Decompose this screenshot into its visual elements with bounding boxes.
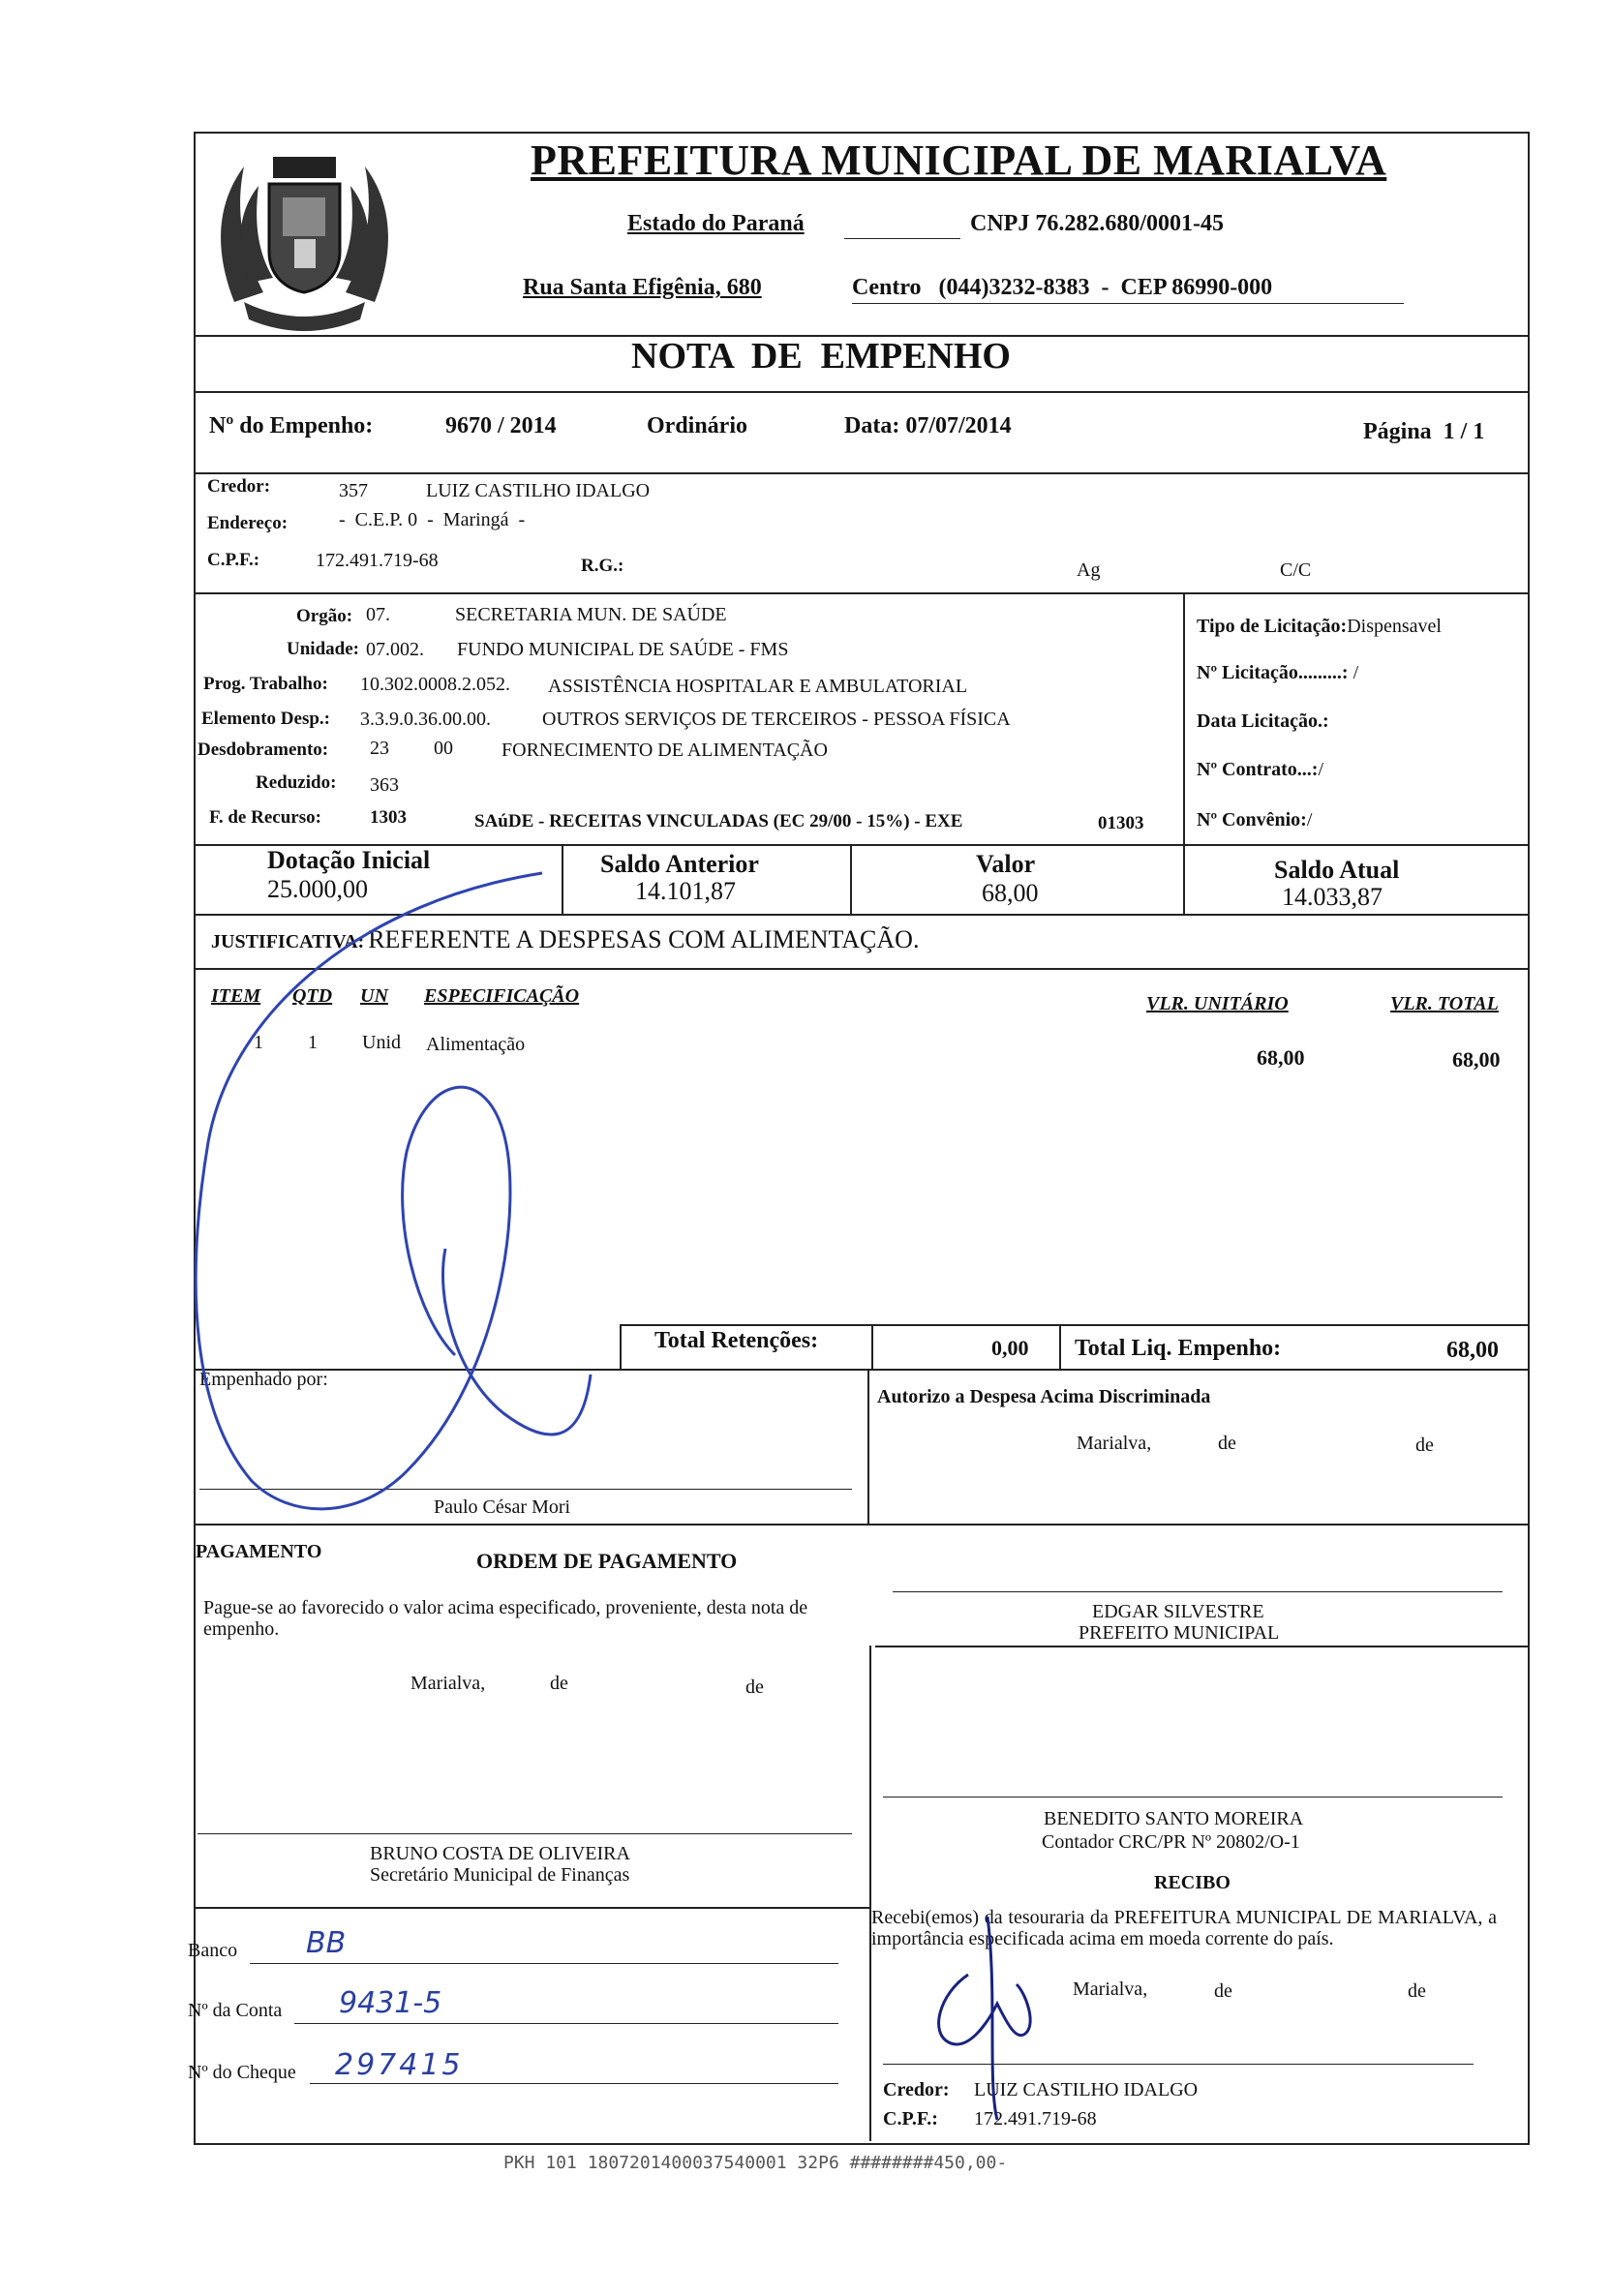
recibo-place: Marialva, xyxy=(1073,1979,1148,2000)
machine-code: PKH 101 1807201400037540001 32P6 ########450,00- xyxy=(503,2153,1008,2173)
autorizo-de2: de xyxy=(1415,1435,1434,1456)
tipo-licitacao-value: Dispensavel xyxy=(1347,616,1442,637)
rg-label: R.G.: xyxy=(581,556,624,576)
banco-label: Banco xyxy=(188,1940,238,1961)
unidade-label: Unidade: xyxy=(287,639,359,659)
total-liquido-value: 68,00 xyxy=(1446,1338,1499,1363)
page-title: PREFEITURA MUNICIPAL DE MARIALVA xyxy=(531,136,1387,184)
item-unit-price: 68,00 xyxy=(1257,1045,1305,1070)
cc-label: C/C xyxy=(1280,559,1312,581)
col-unit-header: VLR. UNITÁRIO xyxy=(1146,993,1289,1014)
pagamento-de1: de xyxy=(550,1673,568,1694)
ag-label: Ag xyxy=(1077,559,1101,581)
reduzido-label: Reduzido: xyxy=(256,772,337,793)
secretario-role: Secretário Municipal de Finanças xyxy=(370,1864,630,1886)
autorizo-de1: de xyxy=(1218,1433,1236,1454)
page-number: Página 1 / 1 xyxy=(1363,419,1485,444)
total-retencoes-value: 0,00 xyxy=(991,1336,1029,1360)
cheque-label: Nº do Cheque xyxy=(188,2062,296,2083)
address-street: Rua Santa Efigênia, 680 xyxy=(523,275,762,300)
fonte-desc: SAúDE - RECEITAS VINCULADAS (EC 29/00 - 15%) - EXE xyxy=(474,811,963,831)
empenhado-signature-icon xyxy=(196,873,542,1509)
conta-value: 9431-5 xyxy=(339,1986,442,2020)
prog-label: Prog. Trabalho: xyxy=(203,674,328,694)
empenho-number: 9670 / 2014 xyxy=(445,413,557,438)
justificativa-label: JUSTIFICATIVA: xyxy=(211,931,365,952)
item-total-price: 68,00 xyxy=(1452,1047,1501,1072)
fonte-code: 1303 xyxy=(370,807,407,828)
orgao-label: Orgão: xyxy=(296,606,353,626)
dotacao-value: 25.000,00 xyxy=(267,875,368,903)
unidade-desc: FUNDO MUNICIPAL DE SAÚDE - FMS xyxy=(457,639,789,660)
empenho-number-label: Nº do Empenho: xyxy=(209,413,374,438)
reduzido-code: 363 xyxy=(370,774,399,796)
pagamento-title: PAGAMENTO xyxy=(196,1541,322,1562)
tipo-licitacao-label: Tipo de Licitação: xyxy=(1197,616,1348,637)
credor-code: 357 xyxy=(339,480,368,501)
item-unit: Unid xyxy=(362,1032,401,1053)
valor-value: 68,00 xyxy=(982,879,1039,907)
document-title: NOTA DE EMPENHO xyxy=(631,336,1011,377)
orgao-code: 07. xyxy=(366,604,390,625)
autorizo-place: Marialva, xyxy=(1077,1433,1152,1454)
credor-label: Credor: xyxy=(207,476,271,497)
saldo-atual-value: 14.033,87 xyxy=(1282,883,1383,911)
elemento-label: Elemento Desp.: xyxy=(201,709,330,729)
item-description: Alimentação xyxy=(426,1034,526,1055)
conta-label: Nº da Conta xyxy=(188,2000,283,2021)
recibo-title: RECIBO xyxy=(1154,1872,1231,1893)
pagamento-place: Marialva, xyxy=(410,1673,486,1694)
address-rest: Centro (044)3232-8383 - CEP 86990-000 xyxy=(852,275,1273,300)
ordem-pagamento-title: ORDEM DE PAGAMENTO xyxy=(476,1549,738,1573)
convenio-label: Nº Convênio: xyxy=(1197,809,1307,831)
saldo-anterior-value: 14.101,87 xyxy=(635,877,736,905)
recibo-text: Recebi(emos) da tesouraria da PREFEITURA MUNICIPAL DE MARIALVA, a importância especificada acima em moeda corrente do país. xyxy=(871,1907,1497,1949)
col-qtd-header: QTD xyxy=(292,985,333,1007)
prog-desc: ASSISTÊNCIA HOSPITALAR E AMBULATORIAL xyxy=(548,676,968,697)
saldo-anterior-label: Saldo Anterior xyxy=(600,850,759,878)
autorizo-title: Autorizo a Despesa Acima Discriminada xyxy=(877,1386,1211,1407)
recibo-credor-label: Credor: xyxy=(883,2079,950,2100)
col-total-header: VLR. TOTAL xyxy=(1390,993,1499,1014)
empenhado-signature-stroke-icon xyxy=(443,1249,592,1435)
desdobramento-label: Desdobramento: xyxy=(198,740,329,760)
contador-name: BENEDITO SANTO MOREIRA xyxy=(1044,1808,1304,1829)
credor-address: - C.E.P. 0 - Maringá - xyxy=(339,509,526,530)
empenhado-signer: Paulo César Mori xyxy=(434,1496,571,1518)
desdobramento-desc: FORNECIMENTO DE ALIMENTAÇÃO xyxy=(502,740,828,761)
convenio-value: / xyxy=(1306,809,1313,831)
cpf-label: C.P.F.: xyxy=(207,550,260,570)
licitacao-number-value: / xyxy=(1353,662,1359,683)
secretario-name: BRUNO COSTA DE OLIVEIRA xyxy=(370,1843,630,1864)
prog-code: 10.302.0008.2.052. xyxy=(360,674,510,695)
prefeito-name: EDGAR SILVESTRE xyxy=(1092,1601,1264,1622)
dotacao-label: Dotação Inicial xyxy=(267,846,431,874)
recibo-signature-icon xyxy=(939,1917,1031,2120)
contador-role: Contador CRC/PR Nº 20802/O-1 xyxy=(1042,1831,1300,1853)
desdobramento-a: 23 xyxy=(370,738,389,759)
fonte-label: F. de Recurso: xyxy=(209,807,321,828)
item-qty: 1 xyxy=(308,1032,318,1053)
orgao-desc: SECRETARIA MUN. DE SAÚDE xyxy=(455,604,727,625)
elemento-code: 3.3.9.0.36.00.00. xyxy=(360,709,491,730)
elemento-desc: OUTROS SERVIÇOS DE TERCEIROS - PESSOA FÍSICA xyxy=(542,709,1011,730)
cnpj-label: CNPJ 76.282.680/0001-45 xyxy=(970,211,1224,236)
unidade-code: 07.002. xyxy=(366,639,424,660)
recibo-cpf: 172.491.719-68 xyxy=(974,2108,1097,2130)
fonte-number: 01303 xyxy=(1098,813,1144,833)
data-licitacao-label: Data Licitação.: xyxy=(1197,710,1329,732)
justificativa-text: REFERENTE A DESPESAS COM ALIMENTAÇÃO. xyxy=(368,925,920,953)
empenho-kind: Ordinário xyxy=(647,413,748,438)
licitacao-number-label: Nº Licitação.........: xyxy=(1197,662,1349,683)
recibo-credor: LUIZ CASTILHO IDALGO xyxy=(974,2079,1199,2100)
col-item-header: ITEM xyxy=(211,985,261,1007)
desdobramento-b: 00 xyxy=(434,738,453,759)
contrato-value: / xyxy=(1318,759,1324,780)
total-retencoes-label: Total Retenções: xyxy=(654,1328,819,1353)
credor-name: LUIZ CASTILHO IDALGO xyxy=(426,480,651,501)
cheque-value: 297415 xyxy=(335,2048,464,2082)
pagamento-text: Pague-se ao favorecido o valor acima especificado, proveniente, desta nota de empenho. xyxy=(203,1597,808,1640)
credor-cpf: 172.491.719-68 xyxy=(316,550,439,571)
item-number: 1 xyxy=(254,1032,263,1053)
prefeito-role: PREFEITO MUNICIPAL xyxy=(1079,1622,1280,1644)
empenhado-label: Empenhado por: xyxy=(199,1369,328,1390)
col-un-header: UN xyxy=(360,985,388,1007)
valor-label: Valor xyxy=(976,850,1036,878)
pagamento-de2: de xyxy=(745,1677,764,1698)
address-label: Endereço: xyxy=(207,513,289,533)
contrato-label: Nº Contrato...: xyxy=(1197,759,1319,780)
saldo-atual-label: Saldo Atual xyxy=(1274,856,1400,884)
col-esp-header: ESPECIFICAÇÃO xyxy=(424,985,580,1007)
recibo-de1: de xyxy=(1214,1980,1232,2002)
total-liquido-label: Total Liq. Empenho: xyxy=(1075,1336,1282,1361)
recibo-de2: de xyxy=(1408,1980,1426,2002)
state-label: Estado do Paraná xyxy=(627,211,805,236)
banco-value: BB xyxy=(306,1926,347,1960)
recibo-cpf-label: C.P.F.: xyxy=(883,2108,938,2130)
empenho-date: Data: 07/07/2014 xyxy=(844,413,1012,438)
